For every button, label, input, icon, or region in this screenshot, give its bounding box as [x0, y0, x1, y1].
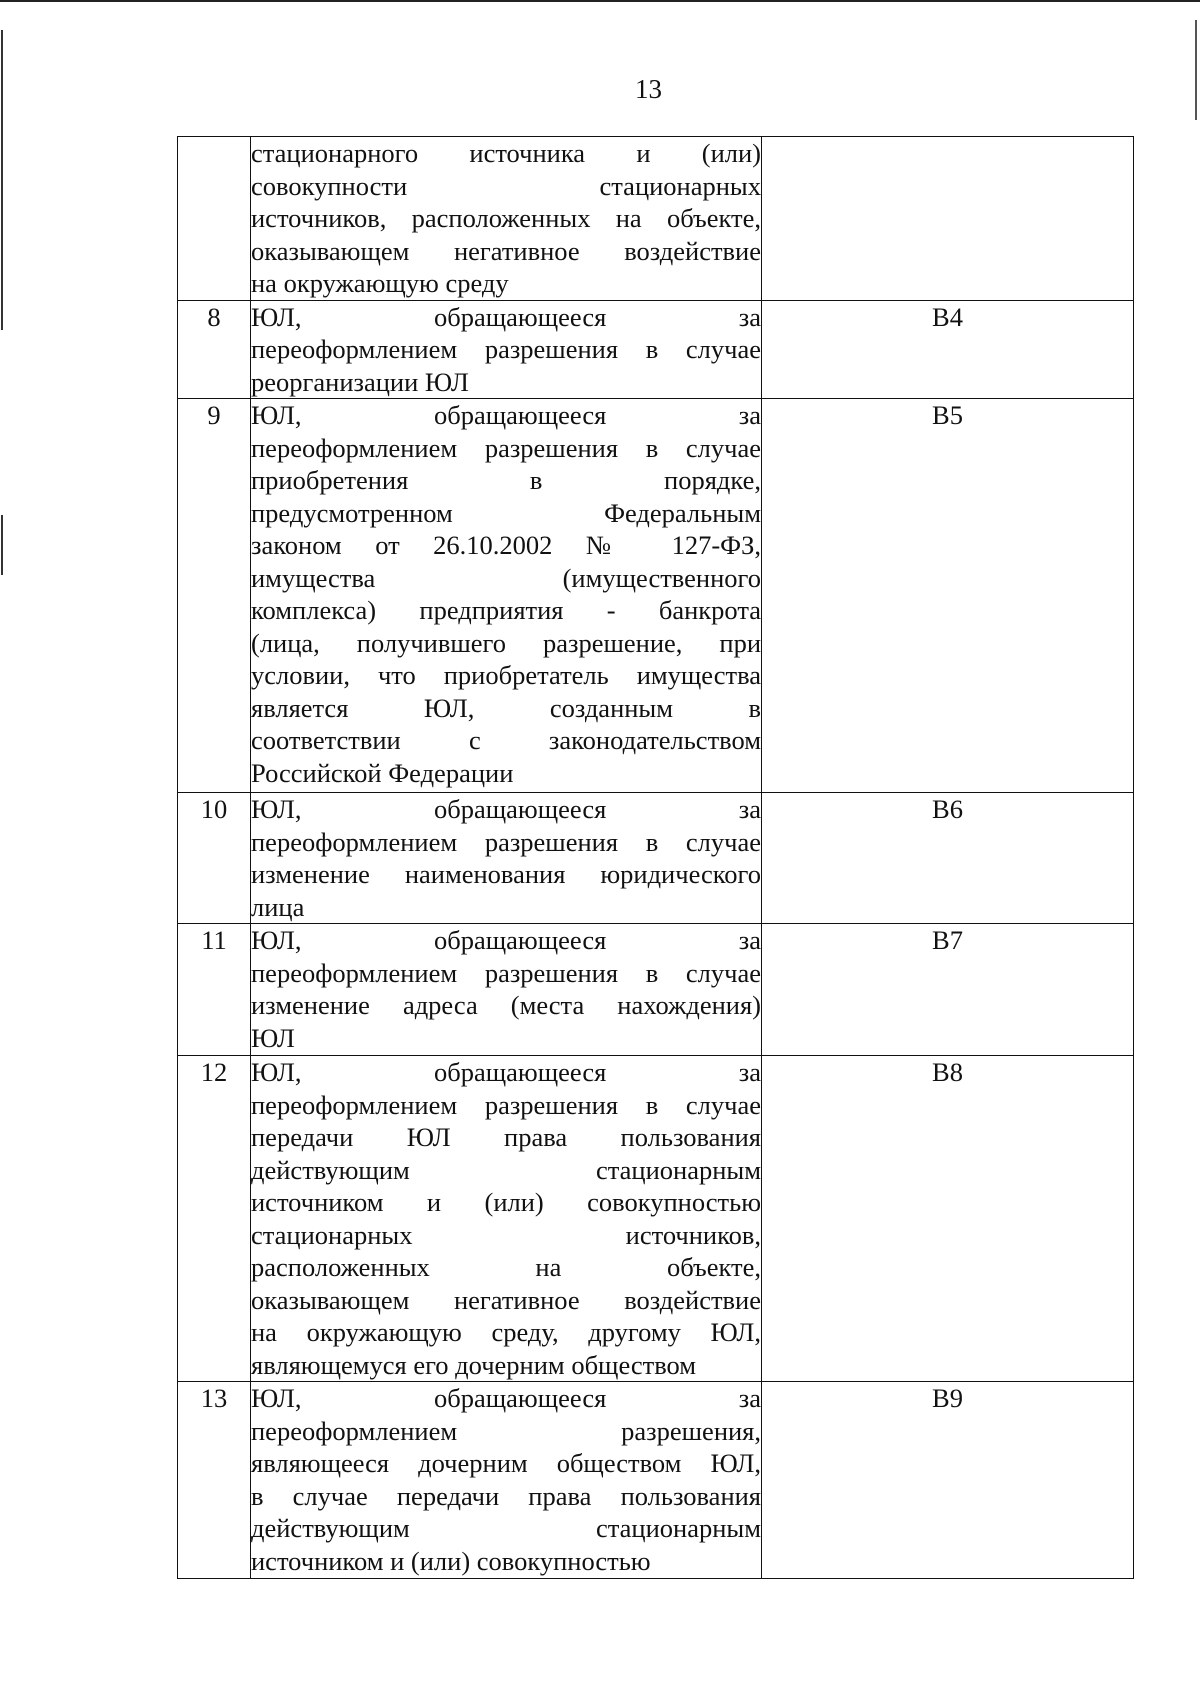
description-line: ЮЛ, обращающееся за: [251, 1383, 761, 1413]
description-line: ЮЛ, обращающееся за: [251, 1057, 761, 1087]
page-number: 13: [635, 74, 662, 104]
description-line: источников, расположенных на объекте,: [251, 203, 761, 233]
row-description: [251, 137, 762, 301]
description-line: (лица, получившего разрешение, при: [251, 627, 761, 658]
description-line: переоформлением разрешения в случае: [251, 826, 761, 857]
table-body: [178, 137, 1134, 1579]
row-code: B4: [762, 300, 1134, 399]
row-description: [251, 793, 762, 924]
description-line: имущества (имущественного: [251, 562, 761, 593]
description-line: законом от 26.10.2002 № 127-ФЗ,: [251, 530, 761, 560]
description-line: являющемуся его дочерним обществом: [251, 1349, 697, 1380]
description-line: расположенных на объекте,: [251, 1252, 761, 1282]
row-number: 13: [178, 1382, 251, 1579]
description-line: изменение наименования юридического: [251, 859, 761, 889]
description-line: условии, что приобретатель имущества: [251, 660, 761, 690]
description-line: стационарного источника и (или): [251, 138, 761, 168]
description-line: предусмотренном Федеральным: [251, 497, 761, 528]
row-number: 12: [178, 1056, 251, 1382]
description-line: совокупности стационарных: [251, 170, 761, 201]
description-line: переоформлением разрешения в случае: [251, 334, 761, 364]
row-number: 10: [178, 793, 251, 924]
description-line: изменение адреса (места нахождения): [251, 990, 761, 1020]
row-number: [178, 137, 251, 301]
row-code: B9: [762, 1382, 1134, 1579]
description-line: приобретения в порядке,: [251, 465, 761, 495]
description-line: стационарных источников,: [251, 1219, 761, 1250]
description-line: ЮЛ, обращающееся за: [251, 301, 761, 332]
row-code: B8: [762, 1056, 1134, 1382]
description-line: действующим стационарным: [251, 1154, 761, 1185]
row-description: [251, 924, 762, 1056]
description-line: ЮЛ: [251, 1022, 295, 1053]
row-number: 11: [178, 924, 251, 1056]
description-line: лица: [251, 891, 305, 922]
description-line: является ЮЛ, созданным в: [251, 692, 761, 723]
document-table: [177, 136, 1134, 1579]
description-line: действующим стационарным: [251, 1513, 761, 1543]
description-line: переоформлением разрешения в случае: [251, 432, 761, 463]
description-line: оказывающем негативное воздействие: [251, 1284, 761, 1315]
description-line: являющееся дочерним обществом ЮЛ,: [251, 1448, 761, 1478]
description-line: на окружающую среду, другому ЮЛ,: [251, 1317, 761, 1347]
table-row: [178, 793, 1134, 924]
row-description: [251, 1382, 762, 1579]
scan-edge-left: [1, 515, 3, 575]
description-line: переоформлением разрешения,: [251, 1415, 761, 1446]
table-row: [178, 1056, 1134, 1382]
row-code: B6: [762, 793, 1134, 924]
table-row: [178, 924, 1134, 1056]
scan-edge-top: [0, 0, 1200, 2]
description-line: переоформлением разрешения в случае: [251, 957, 761, 988]
description-line: источником и (или) совокупностью: [251, 1545, 651, 1576]
description-line: оказывающем негативное воздействие: [251, 235, 761, 266]
row-number: 9: [178, 399, 251, 793]
description-line: на окружающую среду: [251, 268, 509, 298]
description-line: передачи ЮЛ права пользования: [251, 1122, 761, 1152]
row-description: [251, 399, 762, 793]
description-line: в случае передачи права пользования: [251, 1480, 761, 1511]
table-row: [178, 300, 1134, 399]
table-row: [178, 137, 1134, 301]
description-line: ЮЛ, обращающееся за: [251, 400, 761, 430]
row-description: [251, 1056, 762, 1382]
row-code: [762, 137, 1134, 301]
row-description: [251, 300, 762, 399]
description-line: ЮЛ, обращающееся за: [251, 925, 761, 955]
description-line: Российской Федерации: [251, 757, 514, 788]
table-row: [178, 1382, 1134, 1579]
scan-edge-right: [1195, 20, 1197, 120]
description-line: реорганизации ЮЛ: [251, 366, 469, 397]
description-line: переоформлением разрешения в случае: [251, 1089, 761, 1120]
row-number: 8: [178, 300, 251, 399]
table-row: [178, 399, 1134, 793]
row-code: B5: [762, 399, 1134, 793]
row-code: B7: [762, 924, 1134, 1056]
description-line: комплекса) предприятия - банкрота: [251, 595, 761, 625]
description-line: ЮЛ, обращающееся за: [251, 794, 761, 824]
description-line: источником и (или) совокупностью: [251, 1187, 761, 1217]
description-line: соответствии с законодательством: [251, 725, 761, 755]
